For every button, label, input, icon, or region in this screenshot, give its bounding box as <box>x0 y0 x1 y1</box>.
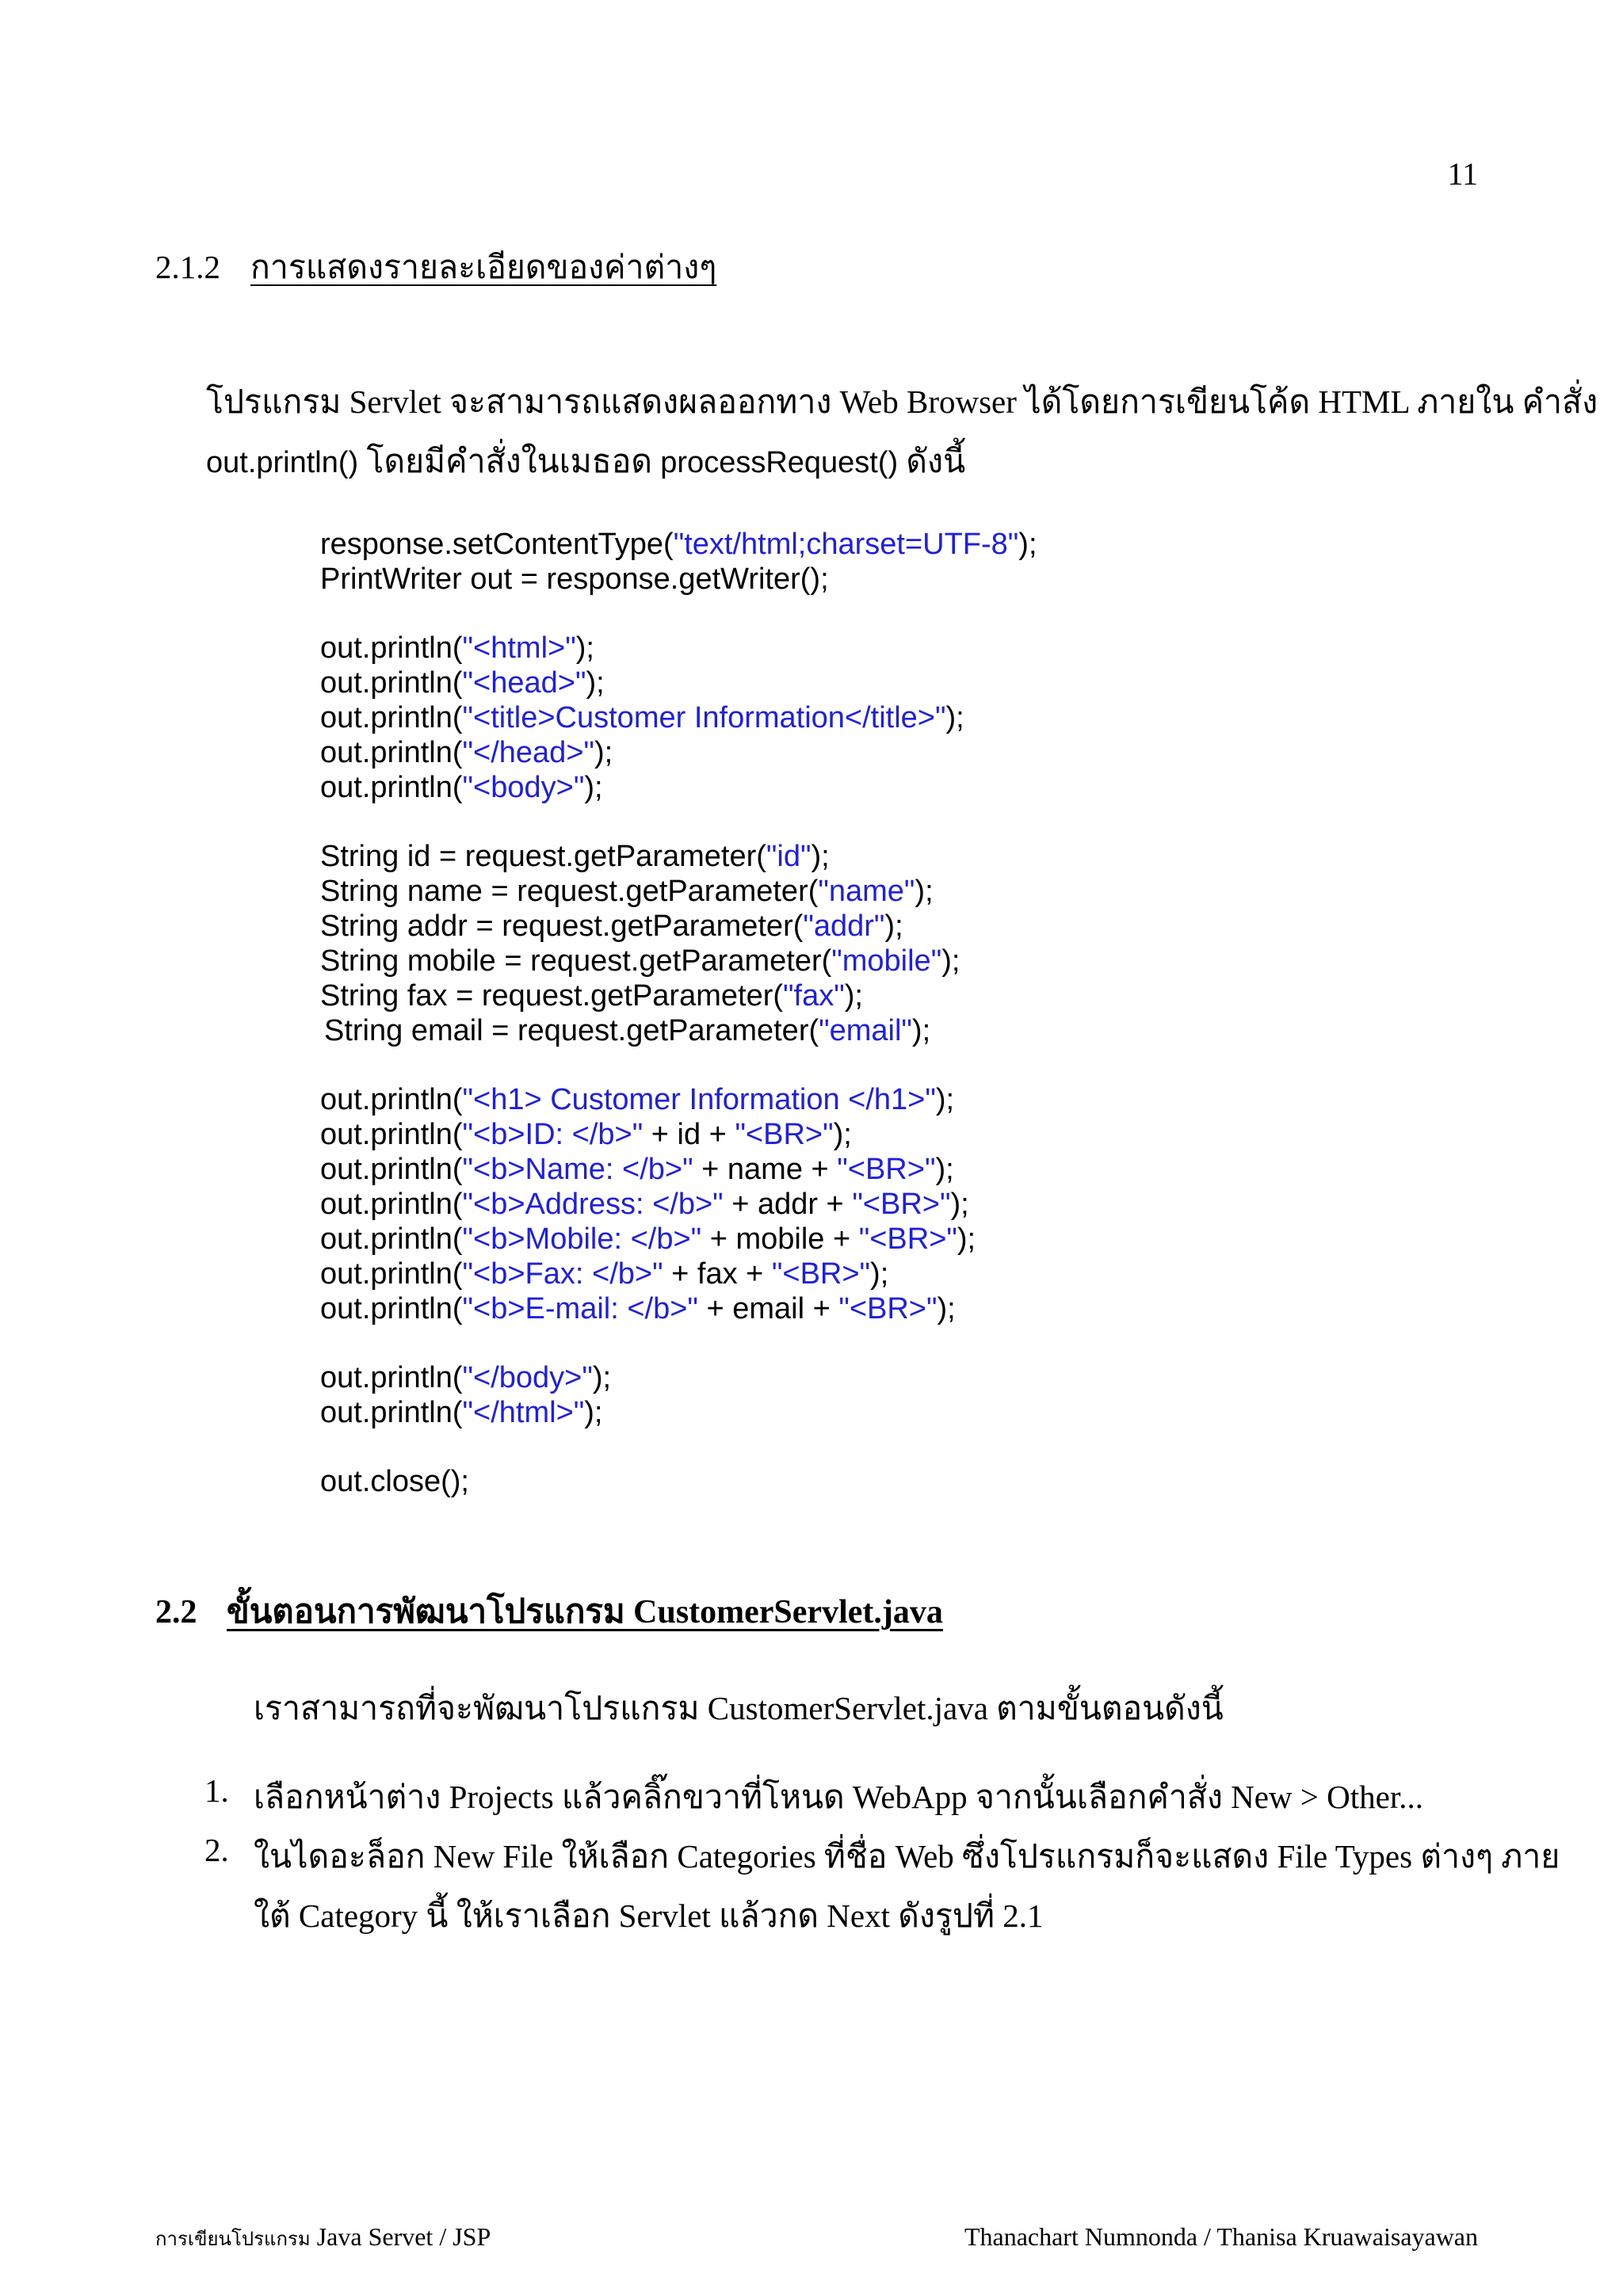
list-item-text: ในไดอะล็อก New File ให้เลือก Categories ที่ชื่อ Web ซึ่งโปรแกรมก็จะแสดง File Types ต่างๆ ภาย <box>254 1838 1560 1875</box>
code-line: out.println("<head>"); <box>320 666 605 700</box>
code-line: out.println("<body>"); <box>320 771 603 804</box>
code-line: out.println("<title>Customer Information</title>"); <box>320 701 964 734</box>
inline-code-println: out.println() <box>206 446 359 479</box>
list-item-number: 1. <box>204 1772 229 1809</box>
code-line: String fax = request.getParameter("fax"); <box>320 979 863 1013</box>
code-line: out.println("<b>ID: </b>" + id + "<BR>"); <box>320 1118 852 1151</box>
footer-right: Thanachart Numnonda / Thanisa Kruawaisayawan <box>964 2222 1478 2251</box>
code-line: String id = request.getParameter("id"); <box>320 840 830 873</box>
code-line: PrintWriter out = response.getWriter(); <box>320 563 829 596</box>
code-line: out.println("<h1> Customer Information </h1>"); <box>320 1083 955 1116</box>
code-line: String email = request.getParameter("email"); <box>324 1014 931 1047</box>
inline-code-processrequest: processRequest() <box>660 446 899 479</box>
code-line: String name = request.getParameter("name"); <box>320 875 934 908</box>
code-line: out.println("</head>"); <box>320 736 613 769</box>
subsection-number: 2.1.2 <box>155 249 220 285</box>
code-line: response.setContentType("text/html;charset=UTF-8"); <box>320 528 1037 561</box>
code-line: String mobile = request.getParameter("mobile"); <box>320 944 960 978</box>
code-line: out.println("<b>Address: </b>" + addr + "<BR>"); <box>320 1188 969 1221</box>
code-line: out.close(); <box>320 1465 469 1498</box>
paragraph-line-2 <box>206 436 965 487</box>
list-item-text-cont: ใต้ Category นี้ ให้เราเลือก Servlet แล้วกด Next ดังรูปที่ 2.1 <box>254 1897 1044 1934</box>
paragraph-text: โดยมีคำสั่งในเมธอด <box>358 443 661 479</box>
footer-left-latin: Java Servet / JSP <box>310 2222 491 2251</box>
intro-paragraph: เราสามารถที่จะพัฒนาโปรแกรม CustomerServlet.java ตามขั้นตอนดังนี้ <box>254 1690 1224 1726</box>
section-number: 2.2 <box>155 1594 197 1630</box>
paragraph-line-1: โปรแกรม Servlet จะสามารถแสดงผลออกทาง Web Browser ได้โดยการเขียนโค้ด HTML ภายใน คำสั่ง <box>206 383 1598 420</box>
code-listing <box>320 527 1037 1499</box>
code-line: out.println("<html>"); <box>320 631 594 665</box>
code-line: out.println("<b>Fax: </b>" + fax + "<BR>"); <box>320 1257 889 1291</box>
code-line: out.println("<b>E-mail: </b>" + email + "<BR>"); <box>320 1292 956 1325</box>
subsection-title: การแสดงรายละเอียดของค่าต่างๆ <box>250 249 717 285</box>
section-heading <box>155 1585 951 1638</box>
code-line: out.println("<b>Name: </b>" + name + "<BR>"); <box>320 1153 954 1186</box>
list-item-number: 2. <box>204 1832 229 1868</box>
page-number: 11 <box>1447 156 1478 192</box>
footer-left-thai: การเขียนโปรแกรม <box>155 2229 311 2250</box>
footer-left <box>155 2222 491 2254</box>
code-line: String addr = request.getParameter("addr"); <box>320 910 903 943</box>
code-line: out.println("<b>Mobile: </b>" + mobile + "<BR>"); <box>320 1222 976 1256</box>
list-item-text: เลือกหน้าต่าง Projects แล้วคลิ๊กขวาที่โหนด WebApp จากนั้นเลือกคำสั่ง New > Other... <box>254 1779 1424 1815</box>
code-line: out.println("</body>"); <box>320 1361 612 1394</box>
paragraph-text-end: ดังนี้ <box>898 443 966 479</box>
code-line: out.println("</html>"); <box>320 1396 603 1429</box>
section-title: ขั้นตอนการพัฒนาโปรแกรม CustomerServlet.java <box>227 1594 943 1630</box>
subsection-heading <box>155 242 716 293</box>
